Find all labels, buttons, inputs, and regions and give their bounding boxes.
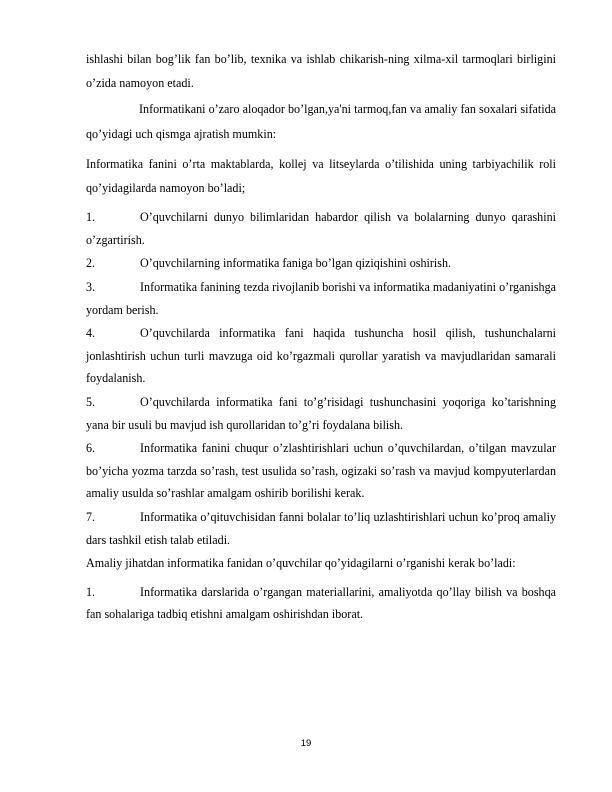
list-item-number: 7.: [86, 509, 96, 524]
list-item-number: 2.: [86, 256, 96, 271]
list-item: [86, 252, 556, 275]
list-item-number: 1.: [86, 584, 96, 599]
paragraph-continuation: ishlashi bilan bog’lik fan bo’lib, texnika va ishlab chikarish-ning xilma-xil tarmoqlari birligini o’zida namoyon etadi.: [86, 52, 556, 91]
list-item-number: 1.: [86, 210, 96, 225]
list-item-text: Informatika fanini chuqur o’zlashtirishlari uchun o’quvchilardan, o’tilgan mavzular bo’yicha yozma tarzda so’rash, test usulida so’rash, ogizaki so’rash va mavjud kompyuterlardan amaliy usulda so’rashlar amalgam oshirib borilishi kerak.: [86, 441, 556, 501]
list-item-text: O’quvchilarda informatika fani haqida tushuncha hosil qilish, tushunchalarni jonlashtirish uchun turli mavzuga oid ko’rgazmali qurollar yaratish va mavjudlaridan samarali foydalanish.: [86, 326, 556, 386]
paragraph-educational-role: Informatika fanini o’rta maktablarda, kollej va litseylarda o’tilishida uning tarbiyachilik roli qo’yidagilarda namoyon bo’ladi;: [86, 156, 556, 196]
list-item-text: Informatika fanining tezda rivojlanib borishi va informatika madaniyatini o’rganishga yordam berish.: [86, 280, 556, 317]
paragraph-practical-aspects: Amaliy jihatdan informatika fanidan o’quvchilar qo’yidagilarni o’rganishi kerak bo’ladi:: [86, 556, 516, 571]
numbered-list-roles: [86, 206, 556, 551]
list-item-number: 4.: [86, 326, 96, 341]
list-item-number: 6.: [86, 441, 96, 456]
list-item: [86, 276, 556, 321]
list-item: [86, 437, 556, 505]
list-item-number: 5.: [86, 394, 96, 409]
list-item-text: Informatika darslarida o’rgangan materiallarini, amaliyotda qo’llay bilish va boshqa fan sohalariga tadbiq etishni amalgam oshirishdan iborat.: [86, 584, 556, 622]
page-body: [86, 47, 556, 626]
list-item: [86, 391, 556, 436]
list-item-text: O’quvchilarni dunyo bilimlaridan habardor qilish va bolalarning dunyo qarashini o’zgartirish.: [86, 210, 556, 247]
list-item-text: Informatika o’qituvchisidan fanni bolalar to’liq uzlashtirishlari uchun ko’proq amaliy dars tashkil etish talab etiladi.: [86, 509, 556, 547]
list-item: [86, 206, 556, 251]
numbered-list-practical: [86, 581, 556, 626]
list-item-number: 3.: [86, 280, 96, 294]
paragraph-informatics-division: Informatikani o’zaro aloqador bo’lgan,ya'ni tarmoq,fan va amaliy fan soxalari sifatida qo’yidagi uch qismga ajratish mumkin:: [86, 102, 556, 141]
list-item: [86, 322, 556, 390]
page-number: 19: [300, 738, 312, 749]
list-item-text: O’quvchilarda informatika fani to’g’risidagi tushunchasini yoqoriga ko’tarishning yana bir usuli bu mavjud ish qurollaridan to’g’ri foydalana bilish.: [86, 394, 556, 432]
list-item: [86, 506, 556, 551]
list-item: [86, 581, 556, 626]
list-item-text: O’quvchilarning informatika faniga bo’lgan qiziqishini oshirish.: [140, 256, 452, 271]
